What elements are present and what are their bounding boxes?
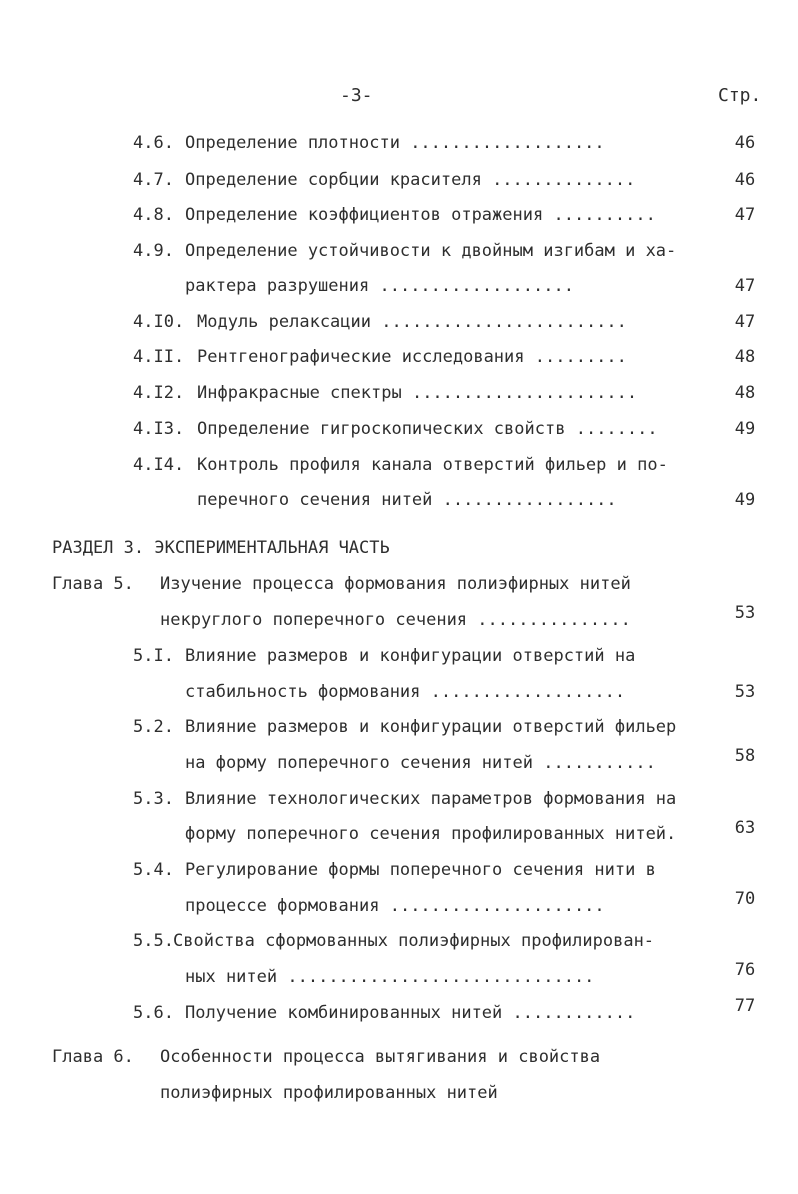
- entry-title-line1: Контроль профиля канала отверстий фильер и по-: [197, 455, 668, 475]
- entry-number: 4.II.: [133, 347, 185, 367]
- entry-page: 47: [734, 205, 756, 225]
- entry-title-line2: рактера разрушения: [185, 276, 370, 296]
- section-heading: РАЗДЕЛ 3. ЭКСПЕРИМЕНТАЛЬНАЯ ЧАСТЬ: [52, 538, 390, 558]
- entry-number: 4.8.: [133, 205, 174, 225]
- page-number: -3-: [340, 85, 373, 106]
- entry-title: Рентгенографические исследования: [197, 347, 525, 367]
- chapter-title-line2: некруглого поперечного сечения: [160, 610, 468, 630]
- entry-page: 70: [734, 889, 756, 909]
- entry-number: 4.I4.: [133, 455, 185, 475]
- entry-number: 5.3.: [133, 789, 174, 809]
- entry-number: 4.7.: [133, 170, 174, 190]
- entry-page: 76: [734, 960, 756, 980]
- entry-number: 4.I0.: [133, 312, 185, 332]
- entry-page: 63: [734, 818, 756, 838]
- entry-page: 49: [734, 490, 756, 510]
- dot-leader: ...................: [430, 682, 626, 702]
- entry-number: 4.6.: [133, 133, 174, 153]
- entry-title: Определение сорбции красителя: [185, 170, 482, 190]
- entry-number: 5.2.: [133, 717, 174, 737]
- entry-page: 53: [734, 603, 756, 623]
- dot-leader: ...................: [410, 133, 605, 153]
- entry-number: 5.4.: [133, 860, 174, 880]
- entry-number: 5.6.: [133, 1003, 174, 1023]
- chapter-title-line2: полиэфирных профилированных нитей: [160, 1083, 498, 1103]
- entry-page: 47: [734, 312, 756, 332]
- chapter-title-line1: Изучение процесса формования полиэфирных нитей: [160, 574, 631, 594]
- entry-title: Получение комбинированных нитей: [185, 1003, 503, 1023]
- entry-title-line2: перечного сечения нитей: [197, 490, 433, 510]
- entry-title-line1: Свойства сформованных полиэфирных профилирован-: [173, 931, 655, 951]
- entry-title: Определение плотности: [185, 133, 400, 153]
- entry-page: 47: [734, 276, 756, 296]
- entry-page: 58: [734, 746, 756, 766]
- entry-page: 77: [734, 996, 756, 1016]
- entry-title-line2: форму поперечного сечения профилированных нитей.: [185, 824, 677, 844]
- entry-title-line1: Влияние технологических параметров формования на: [185, 789, 677, 809]
- dot-leader: ...............: [477, 610, 631, 630]
- entry-title: Инфракрасные спектры: [197, 383, 402, 403]
- entry-page: 48: [734, 347, 756, 367]
- entry-number: 4.I3.: [133, 419, 185, 439]
- dot-leader: ......................: [411, 383, 638, 403]
- entry-title-line1: Влияние размеров и конфигурации отверстий на: [185, 646, 636, 666]
- chapter-label: Глава 6.: [52, 1047, 134, 1067]
- entry-title-line2: процессе формования: [185, 896, 380, 916]
- entry-title-line1: Определение устойчивости к двойным изгибам и ха-: [185, 241, 677, 261]
- entry-number: 5.I.: [133, 646, 174, 666]
- dot-leader: ..............................: [287, 967, 595, 987]
- entry-page: 46: [734, 133, 756, 153]
- entry-title-line2: на форму поперечного сечения нитей: [185, 753, 533, 773]
- entry-title: Определение гигроскопических свойств: [197, 419, 566, 439]
- entry-number: 4.9.: [133, 241, 174, 261]
- entry-page: 53: [734, 682, 756, 702]
- dot-leader: ........................: [381, 312, 627, 332]
- page-column-label: Стр.: [718, 85, 762, 106]
- entry-page: 49: [734, 419, 756, 439]
- entry-title-line2: стабильность формования: [185, 682, 421, 702]
- entry-title-line2: ных нитей: [185, 967, 278, 987]
- chapter-label: Глава 5.: [52, 574, 134, 594]
- entry-number: 5.5.: [133, 931, 174, 951]
- entry-number: 4.I2.: [133, 383, 185, 403]
- dot-leader: ..............: [492, 170, 636, 190]
- dot-leader: .........: [534, 347, 627, 367]
- entry-title-line1: Регулирование формы поперечного сечения нити в: [185, 860, 656, 880]
- entry-title: Определение коэффициентов отражения: [185, 205, 544, 225]
- dot-leader: ............: [512, 1003, 636, 1023]
- dot-leader: ........: [575, 419, 658, 439]
- dot-leader: ...........: [543, 753, 656, 773]
- dot-leader: .....................: [389, 896, 605, 916]
- entry-title: Модуль релаксации: [197, 312, 371, 332]
- dot-leader: ...................: [379, 276, 574, 296]
- dot-leader: .................: [442, 490, 617, 510]
- entry-title-line1: Влияние размеров и конфигурации отверстий фильер: [185, 717, 677, 737]
- entry-page: 46: [734, 170, 756, 190]
- entry-page: 48: [734, 383, 756, 403]
- chapter-title-line1: Особенности процесса вытягивания и свойства: [160, 1047, 601, 1067]
- dot-leader: ..........: [553, 205, 656, 225]
